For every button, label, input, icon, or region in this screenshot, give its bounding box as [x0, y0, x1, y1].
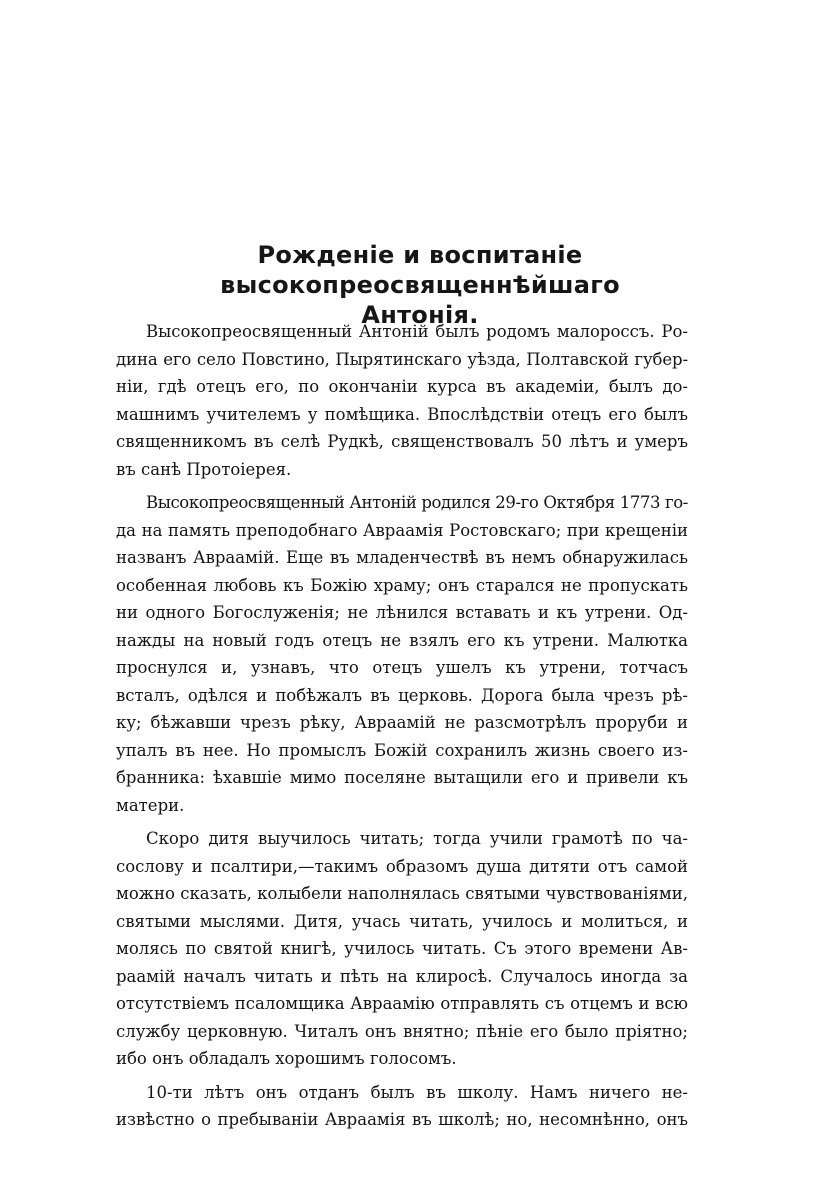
- chapter-title: [100, 240, 740, 330]
- text-line: упалъ въ нее. Но промыслъ Божій сохранилъ жизнь своего из-: [116, 740, 688, 760]
- text-line: извѣстно о пребываніи Авраамія въ школѣ; но, несомнѣнно, онъ: [116, 1110, 688, 1129]
- text-line: службу церковную. Читалъ онъ внятно; пѣніе его было пріятно;: [116, 1021, 688, 1041]
- text-line: отсутствіемъ псаломщика Авраамію отправлять съ отцемъ и всю: [116, 994, 688, 1013]
- text-line: ибо онъ обладалъ хорошимъ голосомъ.: [116, 1049, 457, 1068]
- text-line: сослову и псалтири,—такимъ образомъ душа дитяти отъ самой: [116, 856, 688, 876]
- text-line: ку; бѣжавши чрезъ рѣку, Авраамій не разсмотрѣлъ проруби и: [116, 713, 688, 732]
- text-line: нажды на новый годъ отецъ не взялъ его къ утрени. Малютка: [116, 630, 688, 650]
- chapter-title-line-1: Рожденіе и воспитаніе высокопреосвященнѣйшаго: [220, 241, 620, 299]
- text-line: молясь по святой книгѣ, училось читать. Съ этого времени Ав-: [116, 939, 688, 958]
- paragraph-4: [116, 1079, 688, 1134]
- text-line: проснулся и, узнавъ, что отецъ ушелъ къ утрени, тотчасъ: [116, 658, 688, 677]
- text-line: раамій началъ читать и пѣть на клиросѣ. Случалось иногда за: [116, 966, 688, 986]
- text-line: машнимъ учителемъ у помѣщика. Впослѣдствіи отецъ его былъ: [116, 404, 688, 424]
- text-line: въ санѣ Протоіерея.: [116, 459, 292, 479]
- text-line: Высокопреосвященный Антоній былъ родомъ малороссъ. Ро-: [146, 322, 688, 341]
- text-line: ніи, гдѣ отецъ его, по окончаніи курса въ академіи, былъ до-: [116, 377, 688, 396]
- paragraph-3: [116, 825, 688, 1073]
- text-line: матери.: [116, 795, 185, 815]
- paragraph-1: [116, 318, 688, 483]
- text-line: Скоро дитя выучилось читать; тогда учили грамотѣ по ча-: [146, 829, 688, 848]
- text-line: 10-ти лѣтъ онъ отданъ былъ въ школу. Намъ ничего не-: [146, 1082, 688, 1102]
- chapter-title-line-2: Антонія.: [361, 301, 479, 329]
- text-line: Высокопреосвященный Антоній родился 29-го Октября 1773 го-: [146, 493, 688, 512]
- text-line: ни одного Богослуженія; не лѣнился вставать и къ утрени. Од-: [116, 603, 688, 622]
- text-line: всталъ, одѣлся и побѣжалъ въ церковь. Дорога была чрезъ рѣ-: [116, 685, 688, 705]
- text-line: бранника: ѣхавшіе мимо поселяне вытащили его и привели къ: [116, 768, 688, 787]
- text-line: святыми мыслями. Дитя, учась читать, училось и молиться, и: [116, 911, 688, 931]
- text-line: священникомъ въ селѣ Рудкѣ, священствовалъ 50 лѣтъ и умеръ: [116, 432, 688, 451]
- text-line: особенная любовь къ Божію храму; онъ старался не пропускать: [116, 575, 688, 595]
- text-line: да на память преподобнаго Авраамія Ростовскаго; при крещеніи: [116, 520, 688, 540]
- paragraph-2: [116, 489, 688, 819]
- text-line: дина его село Повстино, Пырятинскаго уѣзда, Полтавской губер-: [116, 349, 688, 369]
- text-line: названъ Авраамій. Еще въ младенчествѣ въ немъ обнаружилась: [116, 548, 688, 567]
- body-text: [116, 318, 688, 1140]
- text-line: можно сказать, колыбели наполнялась святыми чувствованіями,: [116, 884, 688, 903]
